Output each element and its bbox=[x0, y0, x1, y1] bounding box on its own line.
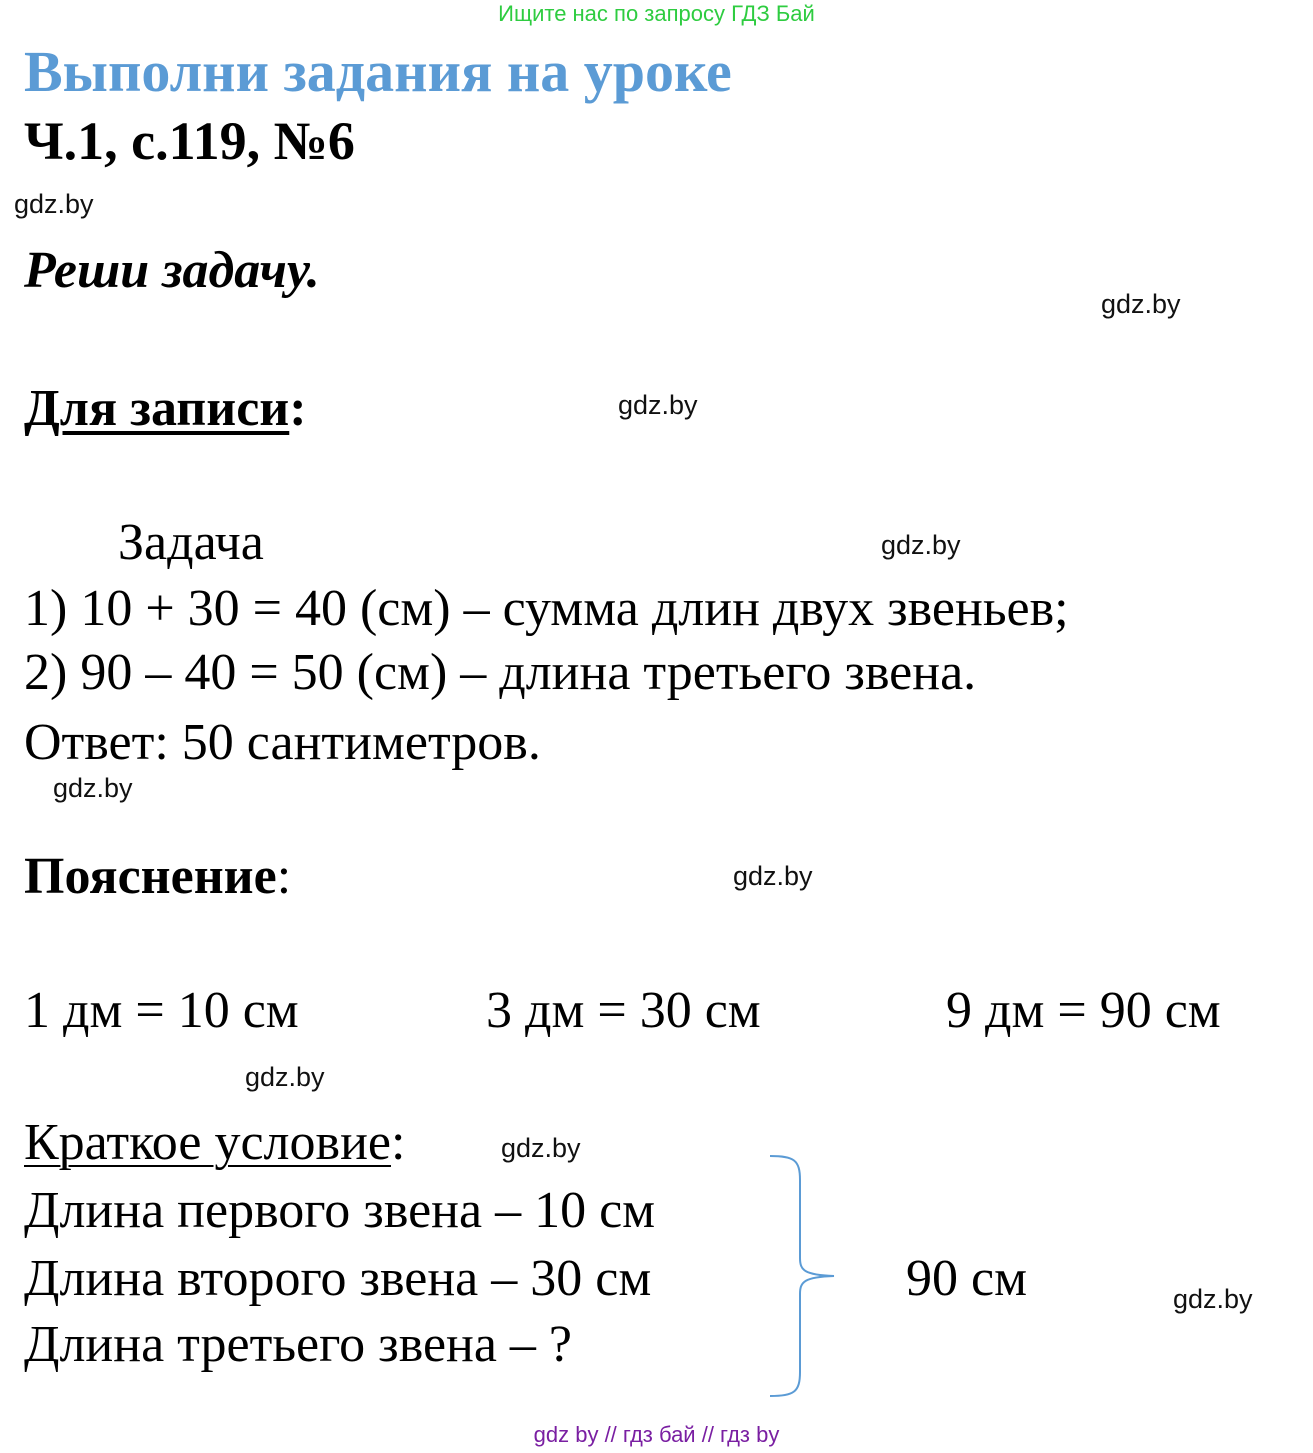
conversion-3: 9 дм = 90 см bbox=[946, 982, 1221, 1039]
watermark: gdz.by bbox=[245, 1062, 325, 1092]
condition-line-3: Длина третьего звена – ? bbox=[24, 1316, 573, 1373]
watermark: gdz.by bbox=[733, 861, 813, 891]
footer-watermark: gdz by // гдз бай // гдз by bbox=[533, 1422, 780, 1447]
watermark: gdz.by bbox=[881, 530, 961, 560]
conversion-2: 3 дм = 30 см bbox=[486, 982, 761, 1039]
watermark: gdz.by bbox=[14, 189, 94, 219]
conversion-1: 1 дм = 10 см bbox=[24, 982, 299, 1039]
page-reference: Ч.1, с.119, №6 bbox=[24, 111, 355, 171]
record-heading-text: Для записи bbox=[24, 380, 290, 437]
solution-step-1: 1) 10 + 30 = 40 (см) – сумма длин двух звеньев; bbox=[24, 580, 1069, 637]
condition-line-2: Длина второго звена – 30 см bbox=[24, 1250, 652, 1307]
explanation-heading bbox=[24, 846, 291, 908]
record-heading-colon: : bbox=[289, 380, 307, 437]
watermark: gdz.by bbox=[618, 390, 698, 420]
solution-step-2: 2) 90 – 40 = 50 (см) – длина третьего звена. bbox=[24, 644, 977, 701]
explanation-heading-text: Пояснение bbox=[24, 848, 277, 905]
total-length: 90 см bbox=[906, 1250, 1027, 1307]
top-banner: Ищите нас по запросу ГДЗ Бай bbox=[498, 1, 815, 26]
condition-heading-text: Краткое условие bbox=[24, 1114, 391, 1171]
condition-line-1: Длина первого звена – 10 см bbox=[24, 1182, 656, 1239]
watermark: gdz.by bbox=[53, 773, 133, 803]
explanation-heading-colon: : bbox=[276, 848, 292, 905]
curly-brace-icon bbox=[766, 1150, 838, 1402]
record-heading bbox=[24, 378, 307, 440]
watermark: gdz.by bbox=[501, 1133, 581, 1163]
lesson-title: Выполни задания на уроке bbox=[24, 39, 732, 104]
answer-line: Ответ: 50 сантиметров. bbox=[24, 714, 541, 771]
task-label: Задача bbox=[118, 514, 264, 571]
watermark: gdz.by bbox=[1173, 1284, 1253, 1314]
watermark: gdz.by bbox=[1101, 289, 1181, 319]
task-instruction: Реши задачу. bbox=[24, 242, 320, 299]
condition-heading bbox=[24, 1112, 405, 1174]
condition-heading-colon: : bbox=[390, 1114, 406, 1171]
